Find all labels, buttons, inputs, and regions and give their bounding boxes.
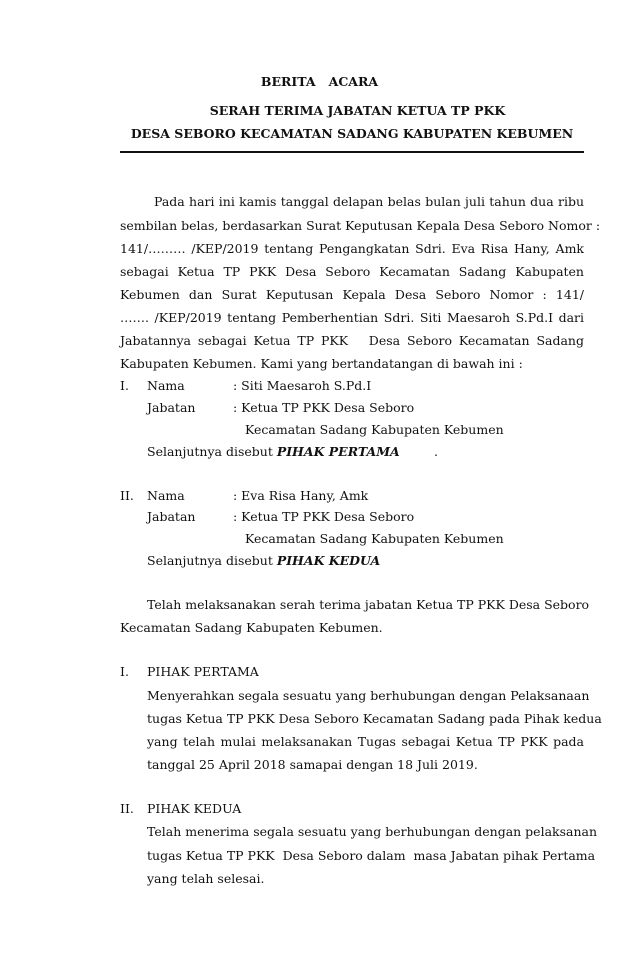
party1-name-label: Nama [147,378,185,393]
party2-jabatan-label: Jabatan [147,509,196,524]
clause2-heading: PIHAK KEDUA [147,801,242,816]
document-subtitle-1: SERAH TERIMA JABATAN KETUA TP PKK [209,103,506,118]
opening-line-8: Kabupaten Kebumen. Kami yang bertandatangan di bawah ini : [120,356,523,371]
document-subtitle-2: DESA SEBORO KECAMATAN SADANG KABUPATEN KEBUMEN [130,126,574,141]
clause2-line-3: yang telah selesai. [147,871,265,886]
clause1-line-1: Menyerahkan segala sesuatu yang berhubungan dengan Pelaksanaan [147,688,590,703]
party2-number: II. [120,488,134,503]
party1-referred-prefix: Selanjutnya disebut [147,444,277,459]
opening-line-7: Jabatannya sebagai Ketua TP PKK Desa Seboro Kecamatan Sadang [120,333,584,348]
clause1-number: I. [120,664,129,679]
party1-referred-as [147,444,400,459]
opening-line-1: Pada hari ini kamis tanggal delapan belas bulan juli tahun dua ribu [154,194,584,209]
party2-jabatan-value-2: Kecamatan Sadang Kabupaten Kebumen [245,531,504,546]
handover-line-2: Kecamatan Sadang Kabupaten Kebumen. [120,620,383,635]
party1-referred-name: PIHAK PERTAMA [276,444,400,459]
opening-line-6: ……. /KEP/2019 tentang Pemberhentian Sdri. Siti Maesaroh S.Pd.I dari [120,310,584,325]
party2-referred-name: PIHAK KEDUA [276,553,381,568]
clause1-heading: PIHAK PERTAMA [147,664,259,679]
party1-name-value: : Siti Maesaroh S.Pd.I [233,378,372,393]
clause1-line-3: yang telah mulai melaksanakan Tugas sebagai Ketua TP PKK pada [147,734,584,749]
opening-line-4: sebagai Ketua TP PKK Desa Seboro Kecamatan Sadang Kabupaten [120,264,584,279]
opening-line-3: 141/……… /KEP/2019 tentang Pengangkatan Sdri. Eva Risa Hany, Amk [120,241,584,256]
opening-line-5: Kebumen dan Surat Keputusan Kepala Desa Seboro Nomor : 141/ [120,287,584,302]
party1-referred-dot: . [434,444,438,459]
party2-referred-prefix: Selanjutnya disebut [147,553,277,568]
party1-number: I. [120,378,129,393]
handover-line-1: Telah melaksanakan serah terima jabatan Ketua TP PKK Desa Seboro [147,597,590,612]
party1-jabatan-value-1: : Ketua TP PKK Desa Seboro [233,400,415,415]
party2-name-label: Nama [147,488,185,503]
header-divider [120,151,584,153]
party1-jabatan-label: Jabatan [147,400,196,415]
opening-line-2: sembilan belas, berdasarkan Surat Keputusan Kepala Desa Seboro Nomor : [120,218,601,233]
clause2-line-2: tugas Ketua TP PKK Desa Seboro dalam masa Jabatan pihak Pertama [147,848,596,863]
clause1-line-2: tugas Ketua TP PKK Desa Seboro Kecamatan Sadang pada Pihak kedua [147,711,602,726]
party2-jabatan-value-1: : Ketua TP PKK Desa Seboro [233,509,415,524]
clause2-line-1: Telah menerima segala sesuatu yang berhubungan dengan pelaksanan [147,824,598,839]
party2-name-value: : Eva Risa Hany, Amk [233,488,369,503]
party2-referred-as [147,553,380,568]
party1-jabatan-value-2: Kecamatan Sadang Kabupaten Kebumen [245,422,504,437]
clause2-number: II. [120,801,134,816]
clause1-line-4: tanggal 25 April 2018 samapai dengan 18 Juli 2019. [147,757,478,772]
document-title: BERITA ACARA [260,74,379,89]
